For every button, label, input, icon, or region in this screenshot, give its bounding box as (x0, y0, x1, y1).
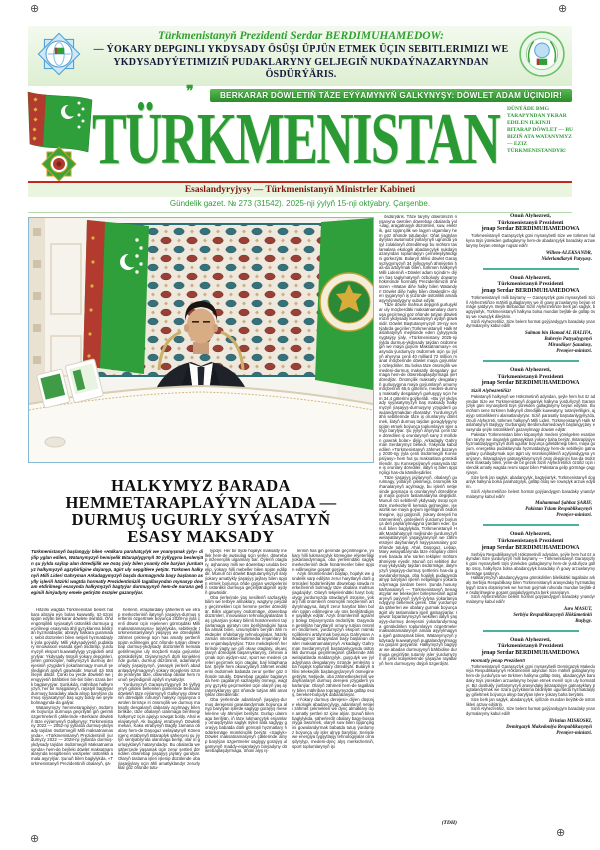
president-office-scene (29, 218, 373, 462)
registration-mark: ⊕ (30, 833, 40, 845)
registration-mark: ⊕ (556, 827, 566, 839)
signature-line: Premýer-ministri. (556, 730, 592, 736)
article-column-3 (205, 549, 287, 834)
signature-line: Premýer-ministri. (556, 349, 592, 355)
congratulation-letter (466, 367, 595, 519)
paragraph: Türkmenistanyň Garaşsyzlyk güni mynasybetli Size we türkmen halkyna tüýs ýürekden gutlaglarymy hem-de abadançylyk baradaky arzuwlarymy beýan etmäge rugsat ediň! (466, 233, 595, 248)
letter-body (466, 296, 595, 329)
letter-divider (483, 630, 579, 632)
paragraph: Oba ýerlerinde ýaş nesilleriň sazlaşykly bilim we terbiýe almaklary, wagtyny peýdaly geçirmekleri üçin hemme şertler döredilýär. Bilim ulgamyny ösdürmäge, döwrebap düzümleri, innowasion tehnologiýalardan baş çykarýan ýokary bilimli hünärmenleri taýýarlamaga aýratyn üns berilýändigini hasaba almak bilen, umumybilim berýän ähli mekdepler öňdebaryjy tehnologiýalar, häzirki zaman interaktiw-multimedia enjamlary bilen enjamlaşdyrylýar. Täze mekdepleriň her birinde ýagty we giň okuw otaglary, okuwçylaryň döredijilik başarnyklaryny, zehinini açmak üçin aýdym-saz, sport we medeni çäreleri geçirmek üçin otaglar, baý kitaphana bar. Şeýle hem okuwçylaryň zähmet endiklerini ösdürmek babatda zerur şertler göz öňünde tutuldy. Döwrebap çagalar baglarynda hem çagalaryň sazlaşykly ösmegi, wagtyny gyzykly geçirmekleri üçin olaryň ýaş aýratynlyklaryny göz öňünde tutýan ähli amatlyklar döredilendir. (205, 594, 287, 698)
signature-line: Willem-ALEKSANDR, (545, 250, 592, 256)
letter-body (466, 665, 595, 717)
era-slogan-ribbon: BERKARAR DÖWLETIŇ TÄZE EÝÝAMYNYŇ GALKYNYŞY: DÖWLET ADAM ÜÇINDIR! (210, 89, 572, 102)
paragraph: HEMMETARAPLAÝYN ALADA — (65, 493, 337, 512)
letter-heading-line: Türkmenistanyň Prezidenti (497, 537, 564, 544)
letter-signature (466, 331, 595, 355)
article-lede: Türkmenistanyň başlangyjy bilen «Halkara parahatçylyk we ynanyşmak ýyly» diýlip yglan edilen, Watanymyzyň hemişelik Bitaraplygynyň 30 ýyllygyna beslenýän şu ýylda saýlap alan döredijilik we ösüş ýoly bilen ynamly öňe barýan ýurdumyz halkymyzyň agzybirligine daýanyp, ägirt uly sepgitlere ýetýär. Türkmen halkynyň Milli Lideri Gahryman Arkadagymyzyň başda durmagynda başy başlanan asylly işleriň häzirki wagtda hormatly Prezidentimiziň tagallasyndan mynasyp dowam etdirilmegi esasynda halkymyzyň bagtyýar durmuşynyň hem-de nurana geljeginiň binýadyny emele getirýän ösüşler gazanylýar. (31, 549, 203, 596)
agency-tagline: (TDH) (441, 820, 457, 826)
paragraph: Ýurdumyzyň Garaşsyzlygynyň 34 ýyllygynyň giňden bellenilen günlerinde Berkarar döwletiň täze eýýamynyň Galkynyşy döwrüniň döredijilik ruhunyň hakyky nyşanyna öwrülen birnäçe iri önümçilik we durmuş maksatly desgalaryň dabaraly açylmagy bilen birlikde, täze obalaryň ulanmaga berilmegi halkymyz üçin ajaýyp sowgat boldy. Ahal welaýatynyň Ak bugdaý etrabynyň Döwletli mekan, Kaka etrabynyň Bagtly zamana obalary hem-de Daşoguz welaýatynyň Köneürgenç etrabynyň Bitaraplyk şäherçesi şu ýylyň sentýabrynda ulanmaga berlip, olar iri gurluşyklaryň hataryndadyr. Bu obalarda we şäherçede ýaşamak üçin zerur şertleri döredilen döwrebap ýaşaýyş jaýlary gurulýar. Olaryň taslama işleri işlenip düzülende oba ýaşaýjylary üçin ähli amatlyklandyr zerurlyklar göz öňünde tutu- (118, 681, 200, 771)
letter-signature (466, 719, 595, 737)
paragraph: Täze ýaşaýyş jaýlarynyň, obalaryň gurulmagy, ýollaryň çekilmegi, önümçilik kärhanalarynyň açylmagy, bu işleriň netijesinde goşmaça iş orunlarynyň döredilmegi maýa goýum taslamalaryna degişlidir. Munuň özi sebitleriň ykdysady ösüşi üçin täze merkezleriň kemala gelmegine, işewürlik we maýa goýum işjeňliginiň ösdürilmegine, işçi güýjüniň, ýokary derejeli hünärmenleriň, girdejileriň ýurdumyz boýunça deň paýlanylmagyna ýardam eder. Şunuň bilen baglylykda, Türkmenistanyň Halk Maslahatynyň mejlisinde ýurdumyzyň welaýatlarynyň ýaşaýjylarynyň we zähmetsöýer daýhanlaryň haýyşnamalary göz öňünde tutulyp, Ahal, Daşoguz, Lebap, Mary welaýatlarynda täze etraplary döretmek barada öňe sürlen teklipler möhüm ähmiýete eýedir. Munuň özi sebitleri durmuş-ykdysady taýdan ösdürmäge, ilatymyzyň ýaşaýyş-durmuş şertlerini has-da gowulandyrmaga, oba hojalyk pudagynda alnyp barylýan işleriň netijeliligini ýokarlandyrmaga ýardam berer. Şunda hususy kärhanalaryň — Türkmenistanyň Senagatçylar we telekeçiler birleşmesiniň agzalarynyň paýynyň ýylyň-ýylyna ýokarlanýandygyny bellemek gerek. Olar ýurdumyzda şäherleri we obalary gurmak boýunça ägirt uly taslamalara işjeň gatnaşýarlar. Işewür toparlarymyzyň wekilleri ilatyň ýaşaýyş-durmuş derejesini ýokarlandyrmaga gönükdirilen toplumlaýyn özgertmeler maksatnamalarynyň amala aşyrylmagyna işjeň gatnaşmak bilen, Watanymyzyň ykdysady kuwwatynyň pugtalandyrylmagyna goşant goşýarlar. Halkymyzyň bagtyýar we abadan durmuşynyň bähbidine durmuşa geçirilýän tutumly işler ýurdumyzyň iň çetki künjeklerinde ýaşaýan raýatlaryň hem durmuşyny düýpli özgerdýär. (379, 474, 457, 666)
signature-line: Serbiýa Respublikasynyň Hökümetiniň (513, 612, 592, 618)
flag-and-emblem-icon (22, 90, 96, 182)
letter-heading-line: jenap Serdar BERDIMUHAMEDOWA (481, 544, 580, 551)
letters-column (466, 213, 595, 839)
letter-divider (483, 268, 579, 270)
paragraph: Siziň Alyhezretiňiz, Size belent hormat goýýandygym baradaky ynandyrmalarymy kabul ediň! (466, 318, 595, 329)
anniversary-round-emblem-icon (518, 30, 566, 83)
signature-line: Hristian MISKOSKI, (549, 718, 592, 724)
signature-line: Muhammad Şahbaz ŞARIF, (535, 501, 592, 507)
paragraph: Halklarymyzyň abadançylygyna gönükdirilen bilelikdäki tagallalar arkaly Serbiýa Respublikasy bilen Türkmenistanyň arasyndaky hyzmatdaşlygyň özara düşünişmek we hormat goýmak ruhunda mundan beýläk-de ösdürilmegine goşant goşjakdygymyza berk ynanýaryn. (466, 575, 595, 595)
congratulation-letter (466, 213, 595, 263)
paragraph: «Ýokary durmuş derejesi» diýen düşünje ekologik abadançylygy, adamlaryň netijeli zähmet çekmekleri we dynç almaklary üçin amatly şertleri öz içine alýar. Şunuň bilen baglylykda, şäherlerdir obalary bagy-bossanlyga öwürmek, olaryň suw bilen üpjünçiligini gowulandyrmak babatda tutuş ýurdumyz boýunça uly işler alnyp barylýar. Serişde we energiýa tygşytlaýjy tehnologiýalar ornaşdyrylyp, medeni-dynç alyş merkezleriniň, sport toplumlarynyň işi (292, 697, 374, 749)
letter-heading-line: Onuň Alyhezreti, (510, 274, 551, 281)
paragraph: Oba ýerlerinde adamlaryň ýaşaýyş-durmuş derejesini gowulandyrmak boýunça alnyp barylýan işlerde saglygy goraýyş meselelerine uly ähmiýet berilýär. Gurlup ulanmaga berilýän, iň täze lukmançylyk enjamlary ornaşdyrylan saglyk öýleri ilata saglygy goraýyş babatda dürli görnüşli hyzmatlary hödürlemäge mümkinçilik berýär. «Saglyk» Döwlet maksatnamasynyň çäklerinde alnyp barylýan özgertmeler saglygy goraýyş ulgamynyň maddy-enjamlaýyn binýadyny döwrebaplaşdyrmaga, öňüni alyş iş- (205, 697, 287, 754)
letter-body (466, 395, 595, 500)
letter-body (466, 234, 595, 248)
quote-attribution: Türkmenistanyň Prezidenti Serdar BERDIMUHAMEDOW: (158, 30, 444, 43)
article-column-4 (292, 549, 374, 834)
masthead-slogan: DÜNÝÄDE BMG TARAPYNDAN YKRAR EDILEN ILKINJI BITARAP DÖWLET — BU BIZIŇ ATA WATANYMYZ — EZIZ TÜRKMENISTANDYR! (507, 106, 573, 154)
signature-line: Pakistan Yslam Respublikasynyň (525, 507, 592, 513)
paragraph: Size berk jan saglyk, abadançylyk, işiňizde mundan beýläk-de üstünlikleri arzuw edýärin. (466, 696, 595, 707)
issue-date-line: Gündelik gazet. № 273 (31542). 2025-nji ýylyň 15-nji oktýabry. Çarşenbe. (169, 199, 431, 208)
letter-heading-line: Onuň Alyhezreti, (510, 636, 551, 643)
quote-line-1: — ÝOKARY DEPGINLI YKDYSADY ÖSÜŞI ÜPJÜN ETMEK ÜÇIN SEBITLERIMIZI WE (93, 44, 509, 56)
quote-icon: ❜❜ (186, 83, 192, 100)
president-quote-banner (28, 26, 572, 86)
founder-line: Esaslandyryjysy — Türkmenistanyň Ministrler Kabineti (28, 183, 572, 197)
paragraph: Pakistan Türkmenistan bilen köpasyrlyk medeni ýörelgelere esaslanýan taryhy we doganlyk gatnaşyklara ýokary baha berýär. Ikitaraplaýyn hyzmatdaşlygymyzyň dürli ugurlar boýunça giňeldilmegi bilen, maýa goýum, energetika pudaklarynda hyzmatdaşlygy hem-de sebitleýin gatnaşyklary çuňlaşdyrmak üçin ägirt uly mümkinçilikleriň açylýandygyna ynanýaryn. Ikitaraplaýyn gatnaşyklarymyzyň ösüş depginini has-da ösdürmek maksady bilen, ýene-de bir gezek Siziň Alyhezretiňizi özüňiz üçin islendik amatly wagtda resmi sapar bilen Pakistana gelip görmäge çagyrýaryn. (466, 431, 595, 475)
signature-line: Başlygy. (575, 618, 592, 624)
paragraph: HALKYMYZ BARADA (111, 476, 291, 495)
paragraph: Türkmenistanyň milli baýramy — Garaşsyzlyk güni mynasybetli Siziň Alyhezretiňize mähirli gutlaglarymy we iň gowy arzuwlarymy beýan etmäge şatdyryn. Beýik Biribardan Siziň Alyhezretiňize berk jan saglyk, bagtyýarlyk, Türkmenistanyň halkyna bolsa mundan beýläk-de gülläp ösüş we rowaçlyk dileýärin. (466, 294, 595, 319)
letter-body (466, 553, 595, 605)
registration-mark: ⊕ (558, 3, 568, 15)
paragraph: Azyk önümlerinden başlap, hojalyk we gündelik sarp edilýän zerur harytlaryň dürli görnüşleri hödürlenilýän döwrebap söwda merkezleriniň bolmagy täze obalara mahsus ýagdaýdyr. Olaryň tekjelerindäki haryt bolçulygy ýurdumyzda söwdanyň ösüşine, ýokary hilli önümleriň önümçilik möçberiniň artdyrylmagyna, ilatyň zerur harytlar bilen bolelin üpjün edilmegine uly üns berilýändigine şaýatlyk edýär. Azyk önümleriniň agramly bölegi Diýarymyzda öndürilýär. Daşyndan getirilýän harytlaryň ornuny tutýan önümleri öndürmek, ýurdumyzyň eksport mümkinçiliklerini artdyrmak boýunça Gahryman Arkadagymyz tarapyndan başy başlanan döwlet maksatnamalarynyň Arkadagly Gahryman Serdarymyzyň baştutanlygynda üstünlikli durmuşa geçirilmeginiň çäklerinde ähli welaýatlarda maldarçylyk, guşçulyk we ýyladyşhana desgalaryny özünde jemleýän oba hojalyk toplumlary döredilýär. Bularyň ählisi telekeçilik başlangyçlarynyň ösmegine getirýär. Netijede, oba zähmetkeşleriniň we daýhanlaryň durmuş derejesi yzygiderli ýokarlanýar. Olaryň zähmeti hem-de tagallalary bilen mähriban topragymyzda gülläp ösüş, bereket-bolçulyk dabaralanýar. (292, 571, 374, 698)
paragraph: Size berk jan saglyk, abadançylyk, bagtyýarlyk, Türkmenistanyň doganlyk halkyna bolsa parahatçylyk, gülläp ösüş we rowaçlyk arzuw edýärin. (466, 474, 595, 490)
congratulation-letter (466, 637, 595, 737)
paragraph: Siziň Alyhezretiňize belent hormat goýýandygym baradaky ynandyrmalarymy kabul ediň! (466, 488, 595, 499)
paragraph: leriniň has giň gerimde geçirilmegine, ýokary hilli lukmançylyk kömegine elýeterliligi ýokarlandyrmaga, oba ýerlerindäki saglyk merkezleriniň ökde hünärmenler bilen üpjün edilmegine goşant goşýar. (292, 549, 374, 572)
signature-line: Mirasdüşer Şazadasy, (548, 343, 592, 349)
quote-line-2: YKDYSADYÝETIMIZIŇ PUDAKLARYNY GELJEGIŇ NUKDAÝNAZARYNDAN ÖSDÜRÝÄRIS. (113, 56, 489, 81)
letter-heading-line: Türkmenistanyň Prezidenti (497, 219, 564, 226)
newspaper-title: TÜRKMENISTAN (92, 99, 500, 180)
paragraph: Siziň Alyhezretiňiz, Size belent hormat goýýandygym baradaky ynandyrmalarymy kabul ediň! (466, 706, 595, 717)
letter-divider (483, 524, 579, 526)
letter-heading-line: Türkmenistanyň Prezidenti (497, 281, 564, 288)
letter-salutation: Siziň Alyhezretiňiz! (471, 388, 511, 394)
paragraph: lypdyr. Her bir öýde hojalyk maksatly mellek hem-de awtoulag üçin ýerler, döwrebap inženerçilik ulgamlary bar. Öýleriň otaglary, aşhanasy milli we döwrebap usulda bezelip, ýokary hilli mebeller bilen üpjün edilipdir. Munuň özi döwlet Baştutanymyzyň ilaty ýokary amatlykly ýaşaýyş jaýlary bilen üpjün etmek boýunça öňde goýan wezipeleriniň üstünlikli durmuşa geçirilýändiginiň aýdyň güwäsidir. (205, 549, 287, 595)
paragraph: ösdürýäris. Täze taryhy döwrümiziň nyşanyna öwrülen döwrebap obalarda ýol-ulag, aragatnaşyk düzümleri, suw, elektrik, gaz üpjünçilik we lagym ulgamlary hem göz öňünde tutulandyr. Oňat ýagtylandyrylan awtomobil ýollarynyň ugrunda ýaşyl zolaklaryň döredilmegi bu möhüm taslamalara ekologik abadançylyk nukdaýnazaryndan toplumlaýyn çemeleşilýändigini görkezýär. Bularyň ählisi döwlet Garaşsyzlygymyzyň 34 ýyllygynyň ähmiýetini has-da artdyrmak bilen, türkmen halkynyň Milli Lideriniň «Döwlet adam üçindir!» diýen baş taglymatynyň özboluşly dowamy hökmünde hormatly Prezidentimiziň öňe süren «Watan diňe halky bilen Watandyr! Döwlet diňe halky bilen döwletdir!» diýen şygarynyň iş ýüzünde üstünlikli amala aşyrylýandygyny subut edýär. (379, 215, 457, 303)
paragraph: Watanymyzy hemmetaraplaýyn ösdürmek boýunça durmuşa geçirilýän giň gerimli özgertmeleriň çäklerinde «Berkarar döwletiň täze eýýamynyň Galkynyşy: Türkmenistany 2022 — 2052-nji ýyllarda durmuş-ykdysady taýdan ösdürmegiň Milli maksatnamasynda», «Türkmenistanyň Prezidentiniň ýurdumyzy 2022 — 2028-nji ýyllarda durmuş-ykdysady taýdan ösdürmegiň Maksatnamasynda» hem-de beýleki döwlet maksatnamalarynda kesgitlenen wezipeler üstünlikli amala aşyrylýar. Şunuň bilen baglylykda, «Türkmenistanyň Prezidentiniň obalaryň, şä- (31, 704, 113, 766)
president-photo (28, 217, 374, 463)
paragraph: Täze döwre mahsus depginli gurluşyklar uly möçberdäki maksatnamalary durmuşa geçirmegi göz öňünde tutýan döwletimiziň ykdysady kuwwatynyň aýdyň güwäsidir. Döwlet Baştutanymyzyň 19-njy sentýabrda geçirilen Türkmenistanyň Halk Maslahatynyň mejlisinde eden çykyşynda nygtaýşy ýaly, «Türkmenistany 2025-nji ýylda durmuş-ykdysady taýdan ösdürmegiň we maýa goýum Maksatnamasy» esasynda ýurdumyzy ösdürmek üçin şu ýylyň ahyryna çenli 40 milliard 72 million manat möçberinde döwlet maýa goýumlary özleşdiriler. Bu bolsa täze önümçilik we medeni-durmuş maksatly desgalary gurmaga hem-de döwrebaplaşdyrmaga şert döredýär. Önümçilik maksatly desgalaryň gurluşygyna maýa goýumlaryň umumy möçberiniň 65,6 göterimi, medeni-durmuş maksatly desgalaryň gurluşygy üçin hem 34,4 göterimi goýberildi. «Bu ýyl ykdysady syýasatymyzyň baş maksady halkymyzyň ýaşaýyş-durmuşyny yzygiderli gowulandyrmakdan ybaratdyr. Ýurdumyzyň ähli sebitlerinde täze iş orunlaryny döretmek, ilatyň durmuş taýdan goraglylygyny üpjün etmek boýunça toplumlaýyn işler alnyp barylýar. Şu ýylyň ahyryna çenli täze döredilen iş orunlarynyň sany 3 müňden gowrak bolar» diýip, Arkadagly Gahryman Serdarymyz belledi. Ýakynda kabul edilen «Türkmenistanyň zähmet bazaryny 2030-njy ýyla çenli ösdürmegiň Konsepsiýasy» hem hut şu maksatlara gönükdirilendir. Şu Konsepsiýanyň esasynda täze iş orunlary dörediler, ilatyň iş bilen üpjünçiligi has-da kämilleşdiriler. (379, 302, 457, 476)
letter-heading-line: jenap Serdar BERDIMUHAMEDOWA (481, 287, 580, 294)
paragraph: Türkmenistanyň Garaşsyzlyk güni mynasybetli Demirgazyk Makedoniýa Respublikasynyň Hökümetiniň adyndan Size mähirli gutlaglarymy hem-de ýurduňyza we türkmen halkyna gülläp ösüş, abadançylyk baradaky tüýs ýürekden arzuwlarymy beýan etmek meniň üçin uly hormatdyr. Biz dostlukly ýurtlarymyzyň arasyndaky ikitaraplaýyn gatnaşyklary pugtalandyrmak we özara gyzyklanma bildirilýän ugurlarda hyzmatdaşlygy giňeltmek boýunça alnyp barylýan işlere ýokary baha berýäris. (466, 663, 595, 698)
signature-line: Niderlandlaryň Patyşasy. (541, 256, 592, 262)
letter-signature (466, 607, 595, 625)
letter-signature (466, 501, 595, 519)
letter-heading-line: jenap Serdar BERDIMUHAMEDOWA (481, 380, 580, 387)
letter-heading-line: jenap Serdar BERDIMUHAMEDOWA (481, 650, 580, 657)
paragraph: ESASY MAKSADY (127, 527, 275, 546)
paragraph: Häzirki wagtda Türkmenistan belent halkara abraýa eýe bolan kuwwatly, öz-özüni üpjün edýän berkarar döwlete öwrüldi. Öňdengörüjilikli syýasatyň üstünlikli durmuşa geçirilmegi esasynda ähli gyzyklanma bildirýän hyzmatdaşlar, abraýly halkara guramalar, sebit düzümleri bilen netijeli hyzmatdaşlyk ýola goýuldy. Milli ykdysadyýetiň pudaklary innowasion esasda işjeň ösdürilip, ýurdumyzyň eksport kuwwatlylygy yzygiderli artdyrylýar. Ykdysady ösüşiň ýokary depginleri, ýeten görkezijiler, halkymyzyň durmuş derejesiniň yzygiderli ýokarlanmagy munuň şeýlediginiň aýdyň güwäsidir. Munuň özi tötänleýin däldir. Çünki bu ýerde döwletiň we jemgyýetiň bähbitleri biri-biri bilen özara berk baglanyşýar. Şunlukda, mähriban halkymyzyň, her bir maşgalanyň, raýatyň bagtyýar durmuşy baradaky alada alnyp barylýan durmuş syýasatynyň baş ugry boldy we şeýle bolmagynda-da galýar. (31, 608, 113, 706)
letter-heading-line: Onuň Alyhezreti, (510, 367, 551, 374)
article-column-5 (379, 215, 457, 815)
congratulation-letter (466, 275, 595, 356)
congratulation-letter (466, 531, 595, 625)
paragraph: Siziň Alyhezretiňize belent hormat goýýandygym baradaky ynandyrmalarymy kabul ediň! (466, 594, 595, 605)
paragraph: herleriň, etraplardaky şäherleriň we etrap merkezleriniň ilatynyň ýaşaýyş-durmuş şertlerini özgertmek boýunça 2028-nji ýyla çenli döwür üçin rejelenen görnüşdäki Milli maksatnamasyna» laýyklykda, sebitlerde türkmenistanlylaryň ýaşaýyş we döredijilikli zähmet çekmegi üçin has amatly şertleriň üpjün edilmegini göz öňünde tutýan döwrebap durmuş-ykdysady düzümleriň kemala getirilmegine uly möçberli maýa goýumlar gönükdirilýär. Diýarymyzyň dürli künjeklerinde gurlan, durmuş düzüminiň, adamlaryň oňaýly ýaşaýşynyň, ýanaşyk ýerleriň abadanlaşdyrylmagynyň ýokary ölçeglerini özünde jemleýän täze, döwrebap obalar hem munuň şeýlediginiň aýdyň mysalydyr. (118, 608, 200, 682)
state-star-emblem-icon (34, 29, 84, 84)
signature-line: Premýer-ministri. (556, 513, 592, 519)
signature-line: Juro MASUT, (563, 606, 592, 612)
letter-heading-line: Türkmenistanyň Prezidenti (497, 373, 564, 380)
signature-line: Demirgazyk Makedoniýa Respublikasynyň (506, 724, 592, 730)
letter-heading-line: Onuň Alyhezreti, (510, 531, 551, 538)
signature-line: Bahreýn Patyşalygynyň (544, 337, 592, 343)
signature-line: Salman bin Hamad AL HALIFA, (525, 331, 592, 337)
registration-mark: ⊕ (30, 3, 40, 15)
letter-divider (483, 360, 579, 362)
paragraph: DURMUŞ UGURLY SYÝASATYŇ (71, 510, 331, 529)
paragraph: Serbiýa Respublikasynyň Hökümetiniň adyndan, şeýle hem hut öz adymdan Size ýurduňyzyň milli baýramy — Türkmenistanyň Garaşsyzlyk güni mynasybetli tüýs ýürekden gutlaglarymy hem-de ýurduňyza gülläp ösüş, halkyňyza bolsa abadançylyk baradaky iň gowy arzuwlarymy bermäge şatdyryn. (466, 551, 595, 576)
letter-heading-line: jenap Serdar BERDIMUHAMEDOWA (481, 226, 580, 233)
letter-heading-line: Onuň Alyhezreti, (510, 213, 551, 219)
paragraph: Pakistanyň halkynyň we Hökümetiniň adyndan, şeýle hem hut öz adymdan Size we Türkmenistanyň doganlyk halkyna ýurduňyzyň Garaşsyzlyk güni mynasybetli tüýs ýürekden gutlaglarymy beýan edýärin. Bu möhüm sene türkmen halkynyň döredijilik kuwwatyny, tutanýerliligini, ajaýyp üstünliklerini alamatlandyrýar. Siziň parasatly baştutanlygyňyzda, Onuň Alyhezreti, türkmen halkynyň Milli Lideri, Türkmenistanyň Halk Maslahatynyň Başlygy Gurbanguly Berdimuhamedowyň başlangyçlary esasynda şeýle üstünlikleriň gazanylmagy dowam edýär. (466, 393, 595, 433)
letter-signature (466, 251, 595, 263)
letter-heading-line: Türkmenistanyň Prezidenti (497, 643, 564, 650)
article-column-1 (31, 608, 113, 834)
article-headline (28, 477, 374, 545)
article-column-2 (118, 608, 200, 834)
letter-salutation: Hormatly jenap Prezident! (471, 658, 526, 664)
